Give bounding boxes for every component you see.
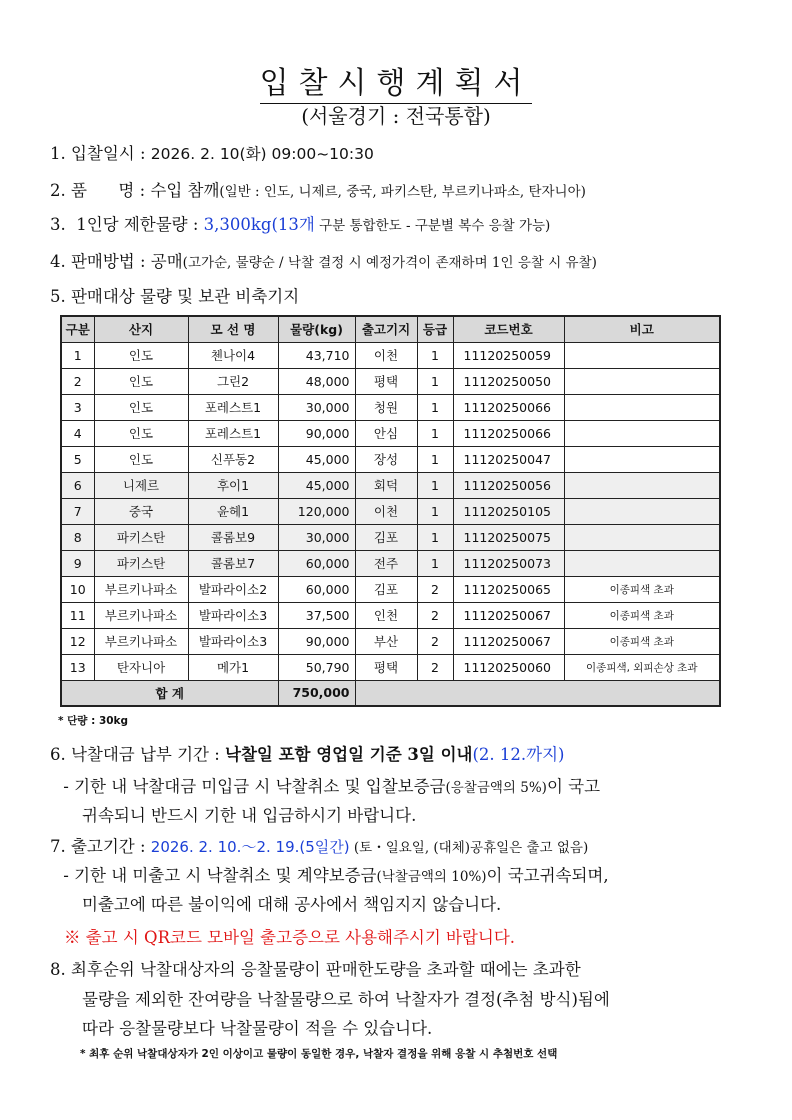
table-cell — [564, 368, 720, 394]
table-cell: 11 — [61, 602, 94, 628]
table-cell: 1 — [417, 342, 453, 368]
table-cell: 부산 — [355, 628, 417, 654]
table-cell: 1 — [417, 394, 453, 420]
table-cell — [564, 498, 720, 524]
table-cell: 10 — [61, 576, 94, 602]
table-cell: 30,000 — [278, 524, 355, 550]
table-header-cell: 코드번호 — [453, 316, 564, 342]
table-cell — [564, 420, 720, 446]
table-cell: 이종피색 초과 — [564, 602, 720, 628]
table-cell — [564, 394, 720, 420]
table-cell: 90,000 — [278, 628, 355, 654]
table-cell: 청원 — [355, 394, 417, 420]
table-cell: 12 — [61, 628, 94, 654]
table-total-row — [61, 680, 720, 706]
table-cell: 13 — [61, 654, 94, 680]
table-header-cell: 등급 — [417, 316, 453, 342]
table-cell: 파키스탄 — [94, 550, 188, 576]
table-cell: 윤헤1 — [188, 498, 278, 524]
item-7-sub-1 — [58, 862, 609, 886]
item-8-line-3: 따라 응찰물량보다 낙찰물량이 적을 수 있습니다. — [82, 1019, 433, 1038]
item-6-sub-2: 귀속되니 반드시 기한 내 입금하시기 바랍니다. — [82, 806, 417, 825]
item-6-sub-1-small: (응찰금액의 5%) — [445, 780, 547, 796]
table-cell: 11120250075 — [453, 524, 564, 550]
table-cell: 이종피색, 외피손상 초과 — [564, 654, 720, 680]
table-cell: 1 — [417, 446, 453, 472]
item-1-value: 2026. 2. 10(화) 09:00~10:30 — [150, 145, 374, 163]
table-cell: 콜롬보7 — [188, 550, 278, 576]
item-3-value: 3,300kg(13개 — [203, 215, 315, 234]
item-3-label: 3. 1인당 제한물량 : — [50, 215, 204, 234]
total-value: 750,000 — [278, 680, 355, 706]
table-cell: 평택 — [355, 368, 417, 394]
table-cell: 1 — [417, 472, 453, 498]
table-cell: 이천 — [355, 498, 417, 524]
item-6 — [50, 741, 564, 765]
table-header-cell: 산지 — [94, 316, 188, 342]
table-cell: 1 — [417, 420, 453, 446]
table-cell: 90,000 — [278, 420, 355, 446]
table-cell: 2 — [417, 576, 453, 602]
table-cell: 11120250060 — [453, 654, 564, 680]
item-4-label: 4. 판매방법 : 공매 — [50, 252, 183, 271]
total-label: 합 계 — [61, 680, 278, 706]
table-cell: 인천 — [355, 602, 417, 628]
table-cell: 콜롬보9 — [188, 524, 278, 550]
table-cell: 포레스트1 — [188, 394, 278, 420]
table-cell: 11120250050 — [453, 368, 564, 394]
table-cell: 8 — [61, 524, 94, 550]
item-7-sub-2: 미출고에 따른 불이익에 대해 공사에서 책임지지 않습니다. — [82, 895, 502, 914]
table-cell: 1 — [417, 498, 453, 524]
table-cell: 5 — [61, 446, 94, 472]
table-row — [61, 368, 720, 394]
table-row — [61, 394, 720, 420]
table-cell: 4 — [61, 420, 94, 446]
unit-note: * 단량 : 30kg — [58, 715, 129, 727]
table-cell — [564, 550, 720, 576]
item-5: 5. 판매대상 물량 및 보관 비축기지 — [50, 287, 300, 306]
item-2-note: (일반 : 인도, 니제르, 중국, 파키스탄, 부르키나파소, 탄자니아) — [219, 184, 586, 200]
table-row — [61, 472, 720, 498]
table-row — [61, 420, 720, 446]
page-subtitle: (서울경기 : 전국통합) — [301, 104, 491, 128]
page-title: 입찰시행계획서 — [0, 58, 792, 102]
table-row — [61, 342, 720, 368]
table-cell: 11120250066 — [453, 394, 564, 420]
table-cell: 발파라이소3 — [188, 602, 278, 628]
table-cell: 이천 — [355, 342, 417, 368]
table-cell: 김포 — [355, 576, 417, 602]
table-cell: 이종피색 초과 — [564, 628, 720, 654]
table-cell: 9 — [61, 550, 94, 576]
table-cell: 11120250066 — [453, 420, 564, 446]
table-cell: 11120250056 — [453, 472, 564, 498]
item-6-deadline: 낙찰일 포함 영업일 기준 3일 이내 — [225, 745, 473, 764]
table-row — [61, 550, 720, 576]
table-cell — [564, 342, 720, 368]
table-cell: 2 — [417, 654, 453, 680]
item-7-period: 2026. 2. 10.～2. 19.(5일간) — [150, 838, 350, 856]
table-cell: 인도 — [94, 446, 188, 472]
table-cell: 회덕 — [355, 472, 417, 498]
item-7-note: (토・일요일, (대체)공휴일은 출고 없음) — [349, 840, 589, 856]
qr-warning: ※ 출고 시 QR코드 모바일 출고증으로 사용해주시기 바랍니다. — [64, 928, 516, 947]
table-cell: 신푸동2 — [188, 446, 278, 472]
item-6-label: 6. 낙찰대금 납부 기간 : — [50, 745, 226, 764]
table-cell: 43,710 — [278, 342, 355, 368]
table-cell: 50,790 — [278, 654, 355, 680]
table-cell: 부르키나파소 — [94, 628, 188, 654]
table-cell: 인도 — [94, 342, 188, 368]
total-empty — [355, 680, 720, 706]
stock-table — [60, 315, 721, 707]
table-cell: 김포 — [355, 524, 417, 550]
table-header-cell: 물량(kg) — [278, 316, 355, 342]
item-6-sub-1-end: 이 국고 — [546, 777, 601, 796]
table-cell: 45,000 — [278, 472, 355, 498]
table-cell: 1 — [417, 524, 453, 550]
table-cell: 안심 — [355, 420, 417, 446]
table-header-cell: 구분 — [61, 316, 94, 342]
item-7-sub-1-small: (낙찰금액의 10%) — [376, 869, 487, 885]
table-header-cell: 비고 — [564, 316, 720, 342]
table-cell: 11120250059 — [453, 342, 564, 368]
table-cell: 1 — [61, 342, 94, 368]
table-cell — [564, 524, 720, 550]
table-cell: 60,000 — [278, 550, 355, 576]
table-row — [61, 446, 720, 472]
table-cell: 6 — [61, 472, 94, 498]
item-7-label: 7. 출고기간 : — [50, 837, 151, 856]
table-row — [61, 628, 720, 654]
item-4 — [50, 248, 597, 272]
table-row — [61, 498, 720, 524]
table-cell: 11120250073 — [453, 550, 564, 576]
item-6-sub-1-text: - 기한 내 낙찰대금 미입금 시 낙찰취소 및 입찰보증금 — [58, 777, 446, 796]
table-cell: 장성 — [355, 446, 417, 472]
item-4-note: (고가순, 물량순 / 낙찰 결정 시 예정가격이 존재하며 1인 응찰 시 유찰) — [182, 255, 597, 271]
table-cell: 11120250105 — [453, 498, 564, 524]
item-7-sub-1-end: 이 국고귀속되며, — [486, 866, 609, 885]
table-cell: 포레스트1 — [188, 420, 278, 446]
table-cell: 11120250067 — [453, 602, 564, 628]
item-8-line-2: 물량을 제외한 잔여량을 낙찰물량으로 하여 낙찰자가 결정(추첨 방식)됨에 — [82, 990, 610, 1009]
table-cell: 중국 — [94, 498, 188, 524]
table-cell: 7 — [61, 498, 94, 524]
table-cell: 37,500 — [278, 602, 355, 628]
table-cell: 3 — [61, 394, 94, 420]
table-header-cell: 모 선 명 — [188, 316, 278, 342]
table-cell: 발파라이소2 — [188, 576, 278, 602]
table-cell: 부르키나파소 — [94, 576, 188, 602]
table-cell: 발파라이소3 — [188, 628, 278, 654]
table-cell: 45,000 — [278, 446, 355, 472]
table-cell: 인도 — [94, 394, 188, 420]
table-cell — [564, 446, 720, 472]
footnote: * 최후 순위 낙찰대상자가 2인 이상이고 물량이 동일한 경우, 낙찰자 결정을 위해 응찰 시 추첨번호 선택 — [80, 1048, 558, 1060]
item-1-label: 1. 입찰일시 : — [50, 144, 151, 163]
table-cell: 부르키나파소 — [94, 602, 188, 628]
table-cell: 그린2 — [188, 368, 278, 394]
table-cell: 1 — [417, 368, 453, 394]
table-cell: 첸나이4 — [188, 342, 278, 368]
table-cell: 11120250067 — [453, 628, 564, 654]
item-6-date: (2. 12.까지) — [472, 745, 565, 764]
table-cell: 48,000 — [278, 368, 355, 394]
table-header-row — [61, 316, 720, 342]
table-row — [61, 576, 720, 602]
item-6-sub-1 — [58, 773, 600, 797]
table-header-cell: 출고기지 — [355, 316, 417, 342]
item-7-sub-1-text: - 기한 내 미출고 시 낙찰취소 및 계약보증금 — [58, 866, 377, 885]
table-cell: 2 — [417, 628, 453, 654]
table-cell: 파키스탄 — [94, 524, 188, 550]
table-cell: 11120250065 — [453, 576, 564, 602]
table-cell: 인도 — [94, 420, 188, 446]
table-cell: 1 — [417, 550, 453, 576]
table-row — [61, 524, 720, 550]
table-row — [61, 602, 720, 628]
table-cell: 메가1 — [188, 654, 278, 680]
table-cell: 60,000 — [278, 576, 355, 602]
item-1 — [50, 140, 374, 164]
table-cell: 이종피색 초과 — [564, 576, 720, 602]
table-cell — [564, 472, 720, 498]
table-cell: 인도 — [94, 368, 188, 394]
item-2 — [50, 177, 586, 201]
table-cell: 120,000 — [278, 498, 355, 524]
table-cell: 평택 — [355, 654, 417, 680]
item-7 — [50, 833, 588, 857]
table-cell: 니제르 — [94, 472, 188, 498]
item-2-label: 2. 품 명 : 수입 참깨 — [50, 181, 220, 200]
item-3-note: 구분 통합한도 - 구분별 복수 응찰 가능) — [314, 218, 551, 234]
table-cell: 2 — [61, 368, 94, 394]
table-cell: 탄자니아 — [94, 654, 188, 680]
item-3 — [50, 211, 550, 235]
table-cell: 전주 — [355, 550, 417, 576]
item-8-line-1: 8. 최후순위 낙찰대상자의 응찰물량이 판매한도량을 초과할 때에는 초과한 — [50, 960, 581, 979]
table-cell: 2 — [417, 602, 453, 628]
table-cell: 11120250047 — [453, 446, 564, 472]
table-cell: 후이1 — [188, 472, 278, 498]
table-row — [61, 654, 720, 680]
table-cell: 30,000 — [278, 394, 355, 420]
